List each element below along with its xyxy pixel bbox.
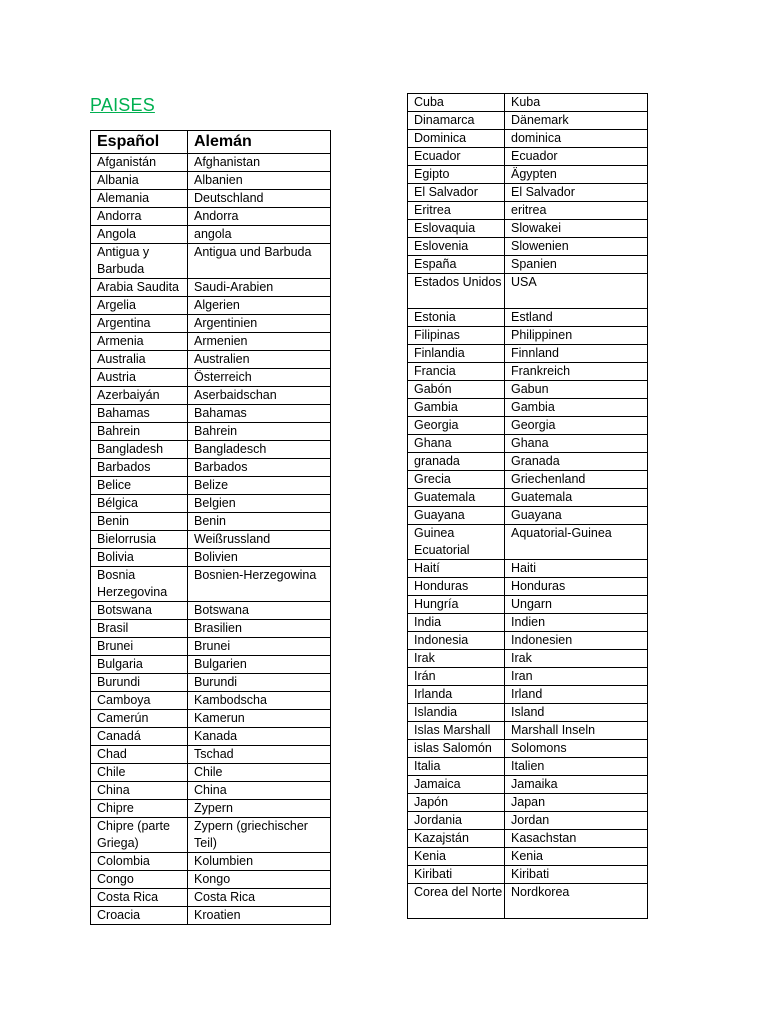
country-german: Kanada bbox=[188, 728, 331, 746]
country-spanish: Bélgica bbox=[91, 495, 188, 513]
country-spanish: Egipto bbox=[408, 166, 505, 184]
country-spanish: Angola bbox=[91, 226, 188, 244]
table-row bbox=[408, 166, 648, 184]
country-german: Kroatien bbox=[188, 907, 331, 925]
country-spanish: Canadá bbox=[91, 728, 188, 746]
table-row bbox=[91, 656, 331, 674]
country-spanish: Eritrea bbox=[408, 202, 505, 220]
country-spanish: Irlanda bbox=[408, 686, 505, 704]
table-row bbox=[91, 674, 331, 692]
country-german: Ägypten bbox=[505, 166, 648, 184]
country-german: Costa Rica bbox=[188, 889, 331, 907]
country-spanish: Irán bbox=[408, 668, 505, 686]
country-german: Georgia bbox=[505, 417, 648, 435]
table-row bbox=[408, 220, 648, 238]
table-row bbox=[408, 399, 648, 417]
country-german: Belize bbox=[188, 477, 331, 495]
country-spanish: China bbox=[91, 782, 188, 800]
country-spanish: Benin bbox=[91, 513, 188, 531]
table-row bbox=[91, 728, 331, 746]
table-row bbox=[91, 746, 331, 764]
table-row bbox=[91, 871, 331, 889]
country-spanish: Brasil bbox=[91, 620, 188, 638]
country-german: Estland bbox=[505, 309, 648, 327]
country-german: Kiribati bbox=[505, 866, 648, 884]
country-spanish: islas Salomón bbox=[408, 740, 505, 758]
country-spanish: Burundi bbox=[91, 674, 188, 692]
country-spanish: Guayana bbox=[408, 507, 505, 525]
country-spanish: Grecia bbox=[408, 471, 505, 489]
country-german: Brunei bbox=[188, 638, 331, 656]
table-row bbox=[91, 531, 331, 549]
country-german: Andorra bbox=[188, 208, 331, 226]
country-spanish: Corea del Norte bbox=[408, 884, 505, 919]
country-german: Burundi bbox=[188, 674, 331, 692]
country-spanish: Bosnia Herzegovina bbox=[91, 567, 188, 602]
table-row bbox=[408, 740, 648, 758]
country-spanish: Barbados bbox=[91, 459, 188, 477]
country-spanish: Azerbaiyán bbox=[91, 387, 188, 405]
country-german: Tschad bbox=[188, 746, 331, 764]
table-row bbox=[408, 507, 648, 525]
country-german: eritrea bbox=[505, 202, 648, 220]
country-spanish: Honduras bbox=[408, 578, 505, 596]
table-row bbox=[91, 405, 331, 423]
table-row bbox=[91, 315, 331, 333]
country-spanish: Dinamarca bbox=[408, 112, 505, 130]
table-row bbox=[408, 794, 648, 812]
header-spanish: Español bbox=[91, 131, 188, 154]
table-row bbox=[408, 722, 648, 740]
country-spanish: Camboya bbox=[91, 692, 188, 710]
country-german: Jordan bbox=[505, 812, 648, 830]
table-row bbox=[408, 560, 648, 578]
table-row bbox=[91, 889, 331, 907]
country-spanish: Estados Unidos bbox=[408, 274, 505, 309]
country-german: angola bbox=[188, 226, 331, 244]
table-row bbox=[91, 800, 331, 818]
table-row bbox=[91, 818, 331, 853]
table-row bbox=[408, 202, 648, 220]
table-row bbox=[408, 327, 648, 345]
table-row bbox=[408, 489, 648, 507]
country-german: Bulgarien bbox=[188, 656, 331, 674]
country-german: Nordkorea bbox=[505, 884, 648, 919]
table-row bbox=[91, 441, 331, 459]
country-german: Solomons bbox=[505, 740, 648, 758]
country-german: Afghanistan bbox=[188, 154, 331, 172]
country-spanish: Congo bbox=[91, 871, 188, 889]
country-spanish: Japón bbox=[408, 794, 505, 812]
country-german: Zypern (griechischer Teil) bbox=[188, 818, 331, 853]
country-spanish: Ghana bbox=[408, 435, 505, 453]
table-row bbox=[91, 764, 331, 782]
country-german: Kamerun bbox=[188, 710, 331, 728]
country-german: Haiti bbox=[505, 560, 648, 578]
country-spanish: Guinea Ecuatorial bbox=[408, 525, 505, 560]
table-row bbox=[91, 853, 331, 871]
country-spanish: Argentina bbox=[91, 315, 188, 333]
table-row bbox=[91, 297, 331, 315]
countries-table-left bbox=[90, 130, 331, 925]
country-spanish: Gabón bbox=[408, 381, 505, 399]
country-spanish: Jordania bbox=[408, 812, 505, 830]
country-spanish: Antigua y Barbuda bbox=[91, 244, 188, 279]
country-german: Japan bbox=[505, 794, 648, 812]
country-german: Bangladesch bbox=[188, 441, 331, 459]
country-spanish: Dominica bbox=[408, 130, 505, 148]
table-row bbox=[91, 190, 331, 208]
table-row bbox=[408, 758, 648, 776]
country-german: Slowakei bbox=[505, 220, 648, 238]
country-german: Weißrussland bbox=[188, 531, 331, 549]
table-row bbox=[408, 776, 648, 794]
table-row bbox=[408, 363, 648, 381]
country-german: Barbados bbox=[188, 459, 331, 477]
table-row bbox=[91, 172, 331, 190]
country-german: Iran bbox=[505, 668, 648, 686]
country-spanish: Botswana bbox=[91, 602, 188, 620]
country-spanish: Eslovaquia bbox=[408, 220, 505, 238]
table-row bbox=[91, 692, 331, 710]
country-spanish: España bbox=[408, 256, 505, 274]
country-german: Bahamas bbox=[188, 405, 331, 423]
country-german: Ungarn bbox=[505, 596, 648, 614]
country-german: Indonesien bbox=[505, 632, 648, 650]
country-german: Indien bbox=[505, 614, 648, 632]
country-german: Kasachstan bbox=[505, 830, 648, 848]
country-german: Armenien bbox=[188, 333, 331, 351]
country-german: Bahrein bbox=[188, 423, 331, 441]
table-row bbox=[91, 208, 331, 226]
country-spanish: Brunei bbox=[91, 638, 188, 656]
page-title: PAISES bbox=[90, 95, 155, 115]
table-header-row bbox=[91, 131, 331, 154]
country-german: Jamaika bbox=[505, 776, 648, 794]
country-german: Kongo bbox=[188, 871, 331, 889]
country-spanish: Georgia bbox=[408, 417, 505, 435]
country-german: Slowenien bbox=[505, 238, 648, 256]
table-row bbox=[91, 907, 331, 925]
country-german: Chile bbox=[188, 764, 331, 782]
country-german: Aserbaidschan bbox=[188, 387, 331, 405]
header-german: Alemán bbox=[188, 131, 331, 154]
country-german: Antigua und Barbuda bbox=[188, 244, 331, 279]
country-german: Honduras bbox=[505, 578, 648, 596]
table-row bbox=[408, 471, 648, 489]
table-row bbox=[408, 417, 648, 435]
country-spanish: Australia bbox=[91, 351, 188, 369]
country-german: Dänemark bbox=[505, 112, 648, 130]
country-spanish: Chad bbox=[91, 746, 188, 764]
table-row bbox=[408, 884, 648, 919]
country-spanish: Bulgaria bbox=[91, 656, 188, 674]
country-spanish: Albania bbox=[91, 172, 188, 190]
table-row bbox=[408, 381, 648, 399]
table-row bbox=[91, 710, 331, 728]
table-row bbox=[91, 638, 331, 656]
table-row bbox=[91, 279, 331, 297]
table-row bbox=[408, 309, 648, 327]
country-spanish: Afganistán bbox=[91, 154, 188, 172]
country-spanish: Ecuador bbox=[408, 148, 505, 166]
country-spanish: Alemania bbox=[91, 190, 188, 208]
table-row bbox=[408, 578, 648, 596]
country-spanish: El Salvador bbox=[408, 184, 505, 202]
country-german: Kenia bbox=[505, 848, 648, 866]
table-row bbox=[91, 549, 331, 567]
country-spanish: Armenia bbox=[91, 333, 188, 351]
country-spanish: Costa Rica bbox=[91, 889, 188, 907]
country-german: Zypern bbox=[188, 800, 331, 818]
country-german: Spanien bbox=[505, 256, 648, 274]
country-spanish: Hungría bbox=[408, 596, 505, 614]
country-german: Australien bbox=[188, 351, 331, 369]
country-german: Saudi-Arabien bbox=[188, 279, 331, 297]
table-row bbox=[408, 148, 648, 166]
country-spanish: Chipre (parte Griega) bbox=[91, 818, 188, 853]
table-row bbox=[91, 154, 331, 172]
country-german: Bolivien bbox=[188, 549, 331, 567]
table-row bbox=[91, 423, 331, 441]
country-german: Guayana bbox=[505, 507, 648, 525]
table-row bbox=[408, 238, 648, 256]
country-spanish: Belice bbox=[91, 477, 188, 495]
table-row bbox=[408, 830, 648, 848]
country-german: Italien bbox=[505, 758, 648, 776]
table-row bbox=[91, 333, 331, 351]
country-spanish: Indonesia bbox=[408, 632, 505, 650]
table-row bbox=[91, 620, 331, 638]
table-row bbox=[91, 782, 331, 800]
table-row bbox=[408, 453, 648, 471]
country-german: El Salvador bbox=[505, 184, 648, 202]
country-spanish: Francia bbox=[408, 363, 505, 381]
country-german: Philippinen bbox=[505, 327, 648, 345]
table-row bbox=[91, 477, 331, 495]
country-spanish: Italia bbox=[408, 758, 505, 776]
country-spanish: Cuba bbox=[408, 94, 505, 112]
country-spanish: Kazajstán bbox=[408, 830, 505, 848]
country-german: Belgien bbox=[188, 495, 331, 513]
country-german: Argentinien bbox=[188, 315, 331, 333]
country-spanish: Chile bbox=[91, 764, 188, 782]
country-spanish: Kenia bbox=[408, 848, 505, 866]
table-row bbox=[408, 345, 648, 363]
country-german: Deutschland bbox=[188, 190, 331, 208]
country-german: dominica bbox=[505, 130, 648, 148]
country-german: Benin bbox=[188, 513, 331, 531]
country-spanish: Estonia bbox=[408, 309, 505, 327]
table-row bbox=[408, 256, 648, 274]
table-row bbox=[408, 596, 648, 614]
table-row bbox=[408, 632, 648, 650]
country-spanish: Jamaica bbox=[408, 776, 505, 794]
country-spanish: Gambia bbox=[408, 399, 505, 417]
country-spanish: Bangladesh bbox=[91, 441, 188, 459]
country-german: Bosnien-Herzegowina bbox=[188, 567, 331, 602]
table-row bbox=[408, 274, 648, 309]
country-spanish: Chipre bbox=[91, 800, 188, 818]
country-spanish: India bbox=[408, 614, 505, 632]
country-german: Granada bbox=[505, 453, 648, 471]
countries-table-right bbox=[407, 93, 648, 919]
country-spanish: Andorra bbox=[91, 208, 188, 226]
country-german: Ecuador bbox=[505, 148, 648, 166]
table-row bbox=[408, 130, 648, 148]
country-german: Gambia bbox=[505, 399, 648, 417]
country-spanish: Filipinas bbox=[408, 327, 505, 345]
country-spanish: Bahamas bbox=[91, 405, 188, 423]
country-spanish: Camerún bbox=[91, 710, 188, 728]
table-row bbox=[408, 614, 648, 632]
country-spanish: Islandia bbox=[408, 704, 505, 722]
country-spanish: granada bbox=[408, 453, 505, 471]
country-german: Ghana bbox=[505, 435, 648, 453]
table-row bbox=[408, 435, 648, 453]
country-german: Kambodscha bbox=[188, 692, 331, 710]
table-row bbox=[91, 459, 331, 477]
country-german: Brasilien bbox=[188, 620, 331, 638]
table-row bbox=[91, 369, 331, 387]
country-german: USA bbox=[505, 274, 648, 309]
country-german: Österreich bbox=[188, 369, 331, 387]
table-row bbox=[408, 812, 648, 830]
country-spanish: Colombia bbox=[91, 853, 188, 871]
country-spanish: Islas Marshall bbox=[408, 722, 505, 740]
table-row bbox=[408, 94, 648, 112]
country-german: Irland bbox=[505, 686, 648, 704]
country-german: Griechenland bbox=[505, 471, 648, 489]
table-row bbox=[91, 495, 331, 513]
country-german: Aquatorial-Guinea bbox=[505, 525, 648, 560]
country-spanish: Guatemala bbox=[408, 489, 505, 507]
table-row bbox=[91, 387, 331, 405]
country-spanish: Bolivia bbox=[91, 549, 188, 567]
table-row bbox=[408, 184, 648, 202]
table-row bbox=[408, 112, 648, 130]
country-spanish: Finlandia bbox=[408, 345, 505, 363]
country-german: Albanien bbox=[188, 172, 331, 190]
country-german: China bbox=[188, 782, 331, 800]
country-german: Finnland bbox=[505, 345, 648, 363]
country-spanish: Austria bbox=[91, 369, 188, 387]
country-spanish: Irak bbox=[408, 650, 505, 668]
country-german: Kuba bbox=[505, 94, 648, 112]
country-spanish: Argelia bbox=[91, 297, 188, 315]
table-row bbox=[408, 704, 648, 722]
country-german: Kolumbien bbox=[188, 853, 331, 871]
country-german: Island bbox=[505, 704, 648, 722]
table-row bbox=[408, 848, 648, 866]
country-spanish: Haití bbox=[408, 560, 505, 578]
country-spanish: Bahrein bbox=[91, 423, 188, 441]
table-row bbox=[408, 686, 648, 704]
table-row bbox=[91, 513, 331, 531]
country-spanish: Kiribati bbox=[408, 866, 505, 884]
table-row bbox=[408, 525, 648, 560]
country-german: Guatemala bbox=[505, 489, 648, 507]
table-row bbox=[91, 351, 331, 369]
table-row bbox=[91, 244, 331, 279]
country-german: Marshall Inseln bbox=[505, 722, 648, 740]
country-spanish: Arabia Saudita bbox=[91, 279, 188, 297]
table-row bbox=[408, 866, 648, 884]
table-row bbox=[91, 602, 331, 620]
country-spanish: Croacia bbox=[91, 907, 188, 925]
country-german: Irak bbox=[505, 650, 648, 668]
country-german: Botswana bbox=[188, 602, 331, 620]
country-german: Gabun bbox=[505, 381, 648, 399]
country-german: Frankreich bbox=[505, 363, 648, 381]
country-spanish: Eslovenia bbox=[408, 238, 505, 256]
country-spanish: Bielorrusia bbox=[91, 531, 188, 549]
table-row bbox=[91, 226, 331, 244]
country-german: Algerien bbox=[188, 297, 331, 315]
table-row bbox=[408, 650, 648, 668]
table-row bbox=[408, 668, 648, 686]
table-row bbox=[91, 567, 331, 602]
